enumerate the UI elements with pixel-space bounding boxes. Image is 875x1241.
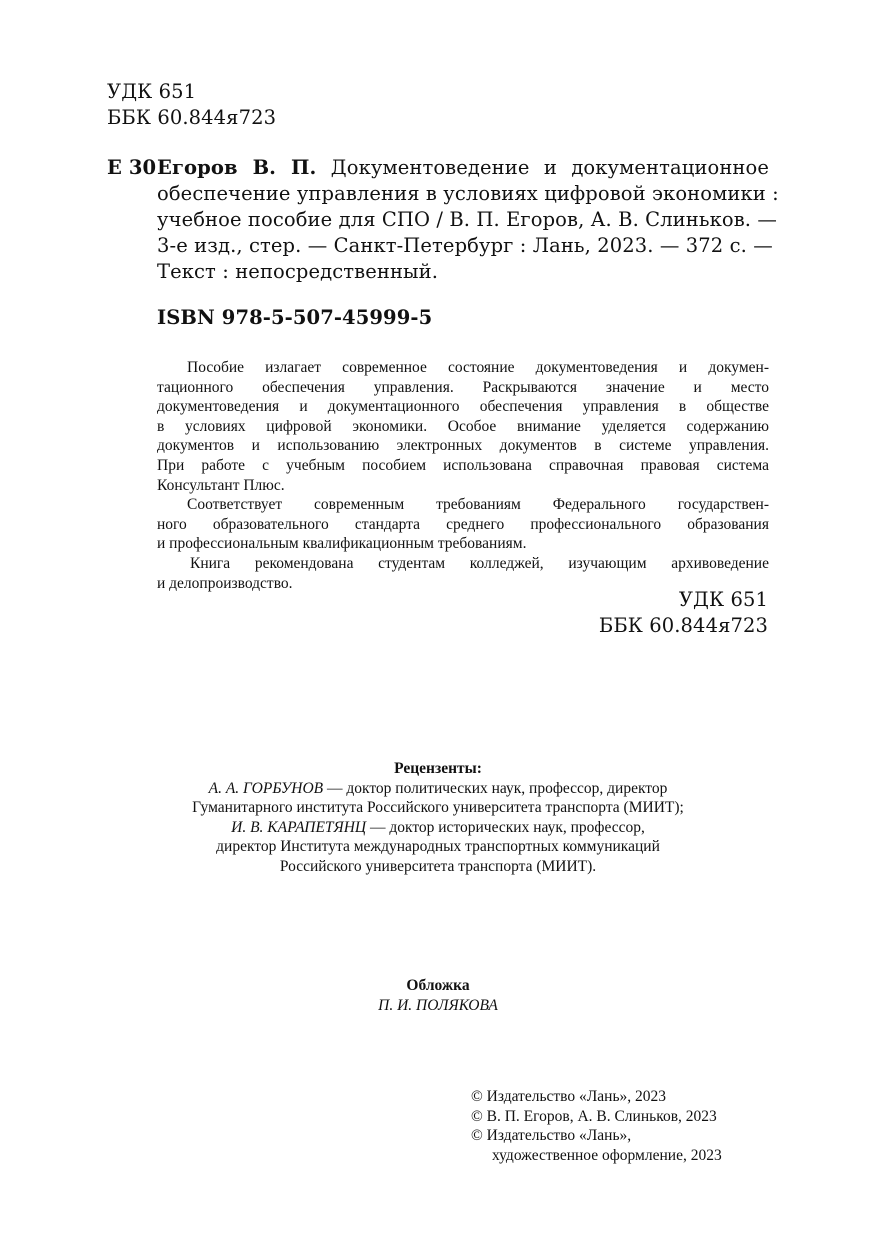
reviewer-2-line-1	[107, 818, 769, 838]
copyright-line-2: © В. П. Егоров, А. В. Слиньков, 2023	[471, 1107, 717, 1125]
abstract-p1-line-6: При работе с учебным пособием использована справочная правовая система	[157, 456, 769, 474]
copyright-line-4: художественное оформление, 2023	[492, 1146, 722, 1164]
entry-title-start: Документоведение и документационное	[316, 156, 769, 179]
reviewer-2-title: — доктор исторических наук, профессор,	[366, 818, 645, 836]
cover-designer: П. И. ПОЛЯКОВА	[378, 996, 498, 1014]
reviewer-1-line-2: Гуманитарного института Российского университета транспорта (МИИТ);	[192, 799, 684, 817]
top-udk: УДК 651	[107, 80, 197, 103]
entry-line-1	[157, 155, 769, 181]
abstract-p1-line-5: документов и использованию электронных документов в системе управления.	[157, 437, 769, 455]
reviewer-1-name: А. А. ГОРБУНОВ	[208, 779, 324, 797]
abstract-p2-line-1: Соответствует современным требованиям Федерального государствен-	[187, 496, 769, 514]
copyright-line-1: © Издательство «Лань», 2023	[471, 1088, 667, 1105]
abstract	[157, 358, 769, 593]
reviewer-2-name: И. В. КАРАПЕТЯНЦ	[231, 818, 367, 836]
abstract-p3-line-1: Книга рекомендована студентам колледжей, изучающим архивоведение	[190, 554, 769, 572]
abstract-p1-line-7: Консультант Плюс.	[157, 476, 285, 494]
isbn: ISBN 978-5-507-45999-5	[157, 306, 433, 329]
abstract-p3-line-2: и делопроизводство.	[157, 574, 293, 592]
entry-author: Егоров В. П.	[157, 156, 317, 179]
entry-line-5: Текст : непосредственный.	[157, 260, 439, 283]
copyright-line-3: © Издательство «Лань»,	[471, 1127, 632, 1145]
abstract-p1-line-1: Пособие излагает современное состояние документоведения и докумен-	[187, 359, 769, 376]
top-bbk: ББК 60.844я723	[107, 106, 277, 129]
bibliographic-entry	[157, 155, 779, 285]
reviewer-2-line-2: директор Института международных транспортных коммуникаций	[216, 838, 660, 856]
bottom-classification	[500, 587, 768, 639]
abstract-p2-line-2: ного образовательного стандарта среднего профессионального образования	[157, 515, 769, 533]
reviewer-2-line-3: Российского университета транспорта (МИИТ).	[279, 857, 597, 875]
abstract-p2-line-3: и профессиональным квалификационным требованиям.	[157, 535, 527, 553]
bottom-bbk: ББК 60.844я723	[598, 614, 768, 637]
reviewers-heading: Рецензенты:	[394, 760, 482, 777]
reviewer-1-title: — доктор политических наук, профессор, директор	[323, 779, 668, 797]
entry-line-2: обеспечение управления в условиях цифровой экономики :	[157, 182, 779, 205]
reviewers	[107, 759, 769, 877]
top-classification	[107, 79, 276, 131]
entry-line-3: учебное пособие для СПО / В. П. Егоров, А. В. Слиньков. —	[157, 208, 777, 231]
bottom-udk: УДК 651	[678, 588, 768, 611]
entry-line-4: 3-е изд., стер. — Санкт-Петербург : Лань, 2023. — 372 с. —	[157, 234, 773, 257]
abstract-p1-line-3: документоведения и документационного обеспечения управления в обществе	[157, 398, 769, 416]
cover-heading: Обложка	[406, 977, 470, 994]
copyright-block	[471, 1087, 771, 1165]
reviewer-1-line-1	[107, 779, 769, 799]
cover-credit	[107, 976, 769, 1015]
author-mark: Е 30	[107, 156, 157, 179]
abstract-p1-line-4: в условиях цифровой экономики. Особое внимание уделяется содержанию	[157, 417, 769, 435]
abstract-p1-line-2: тационного обеспечения управления. Раскрываются значение и место	[157, 378, 769, 396]
